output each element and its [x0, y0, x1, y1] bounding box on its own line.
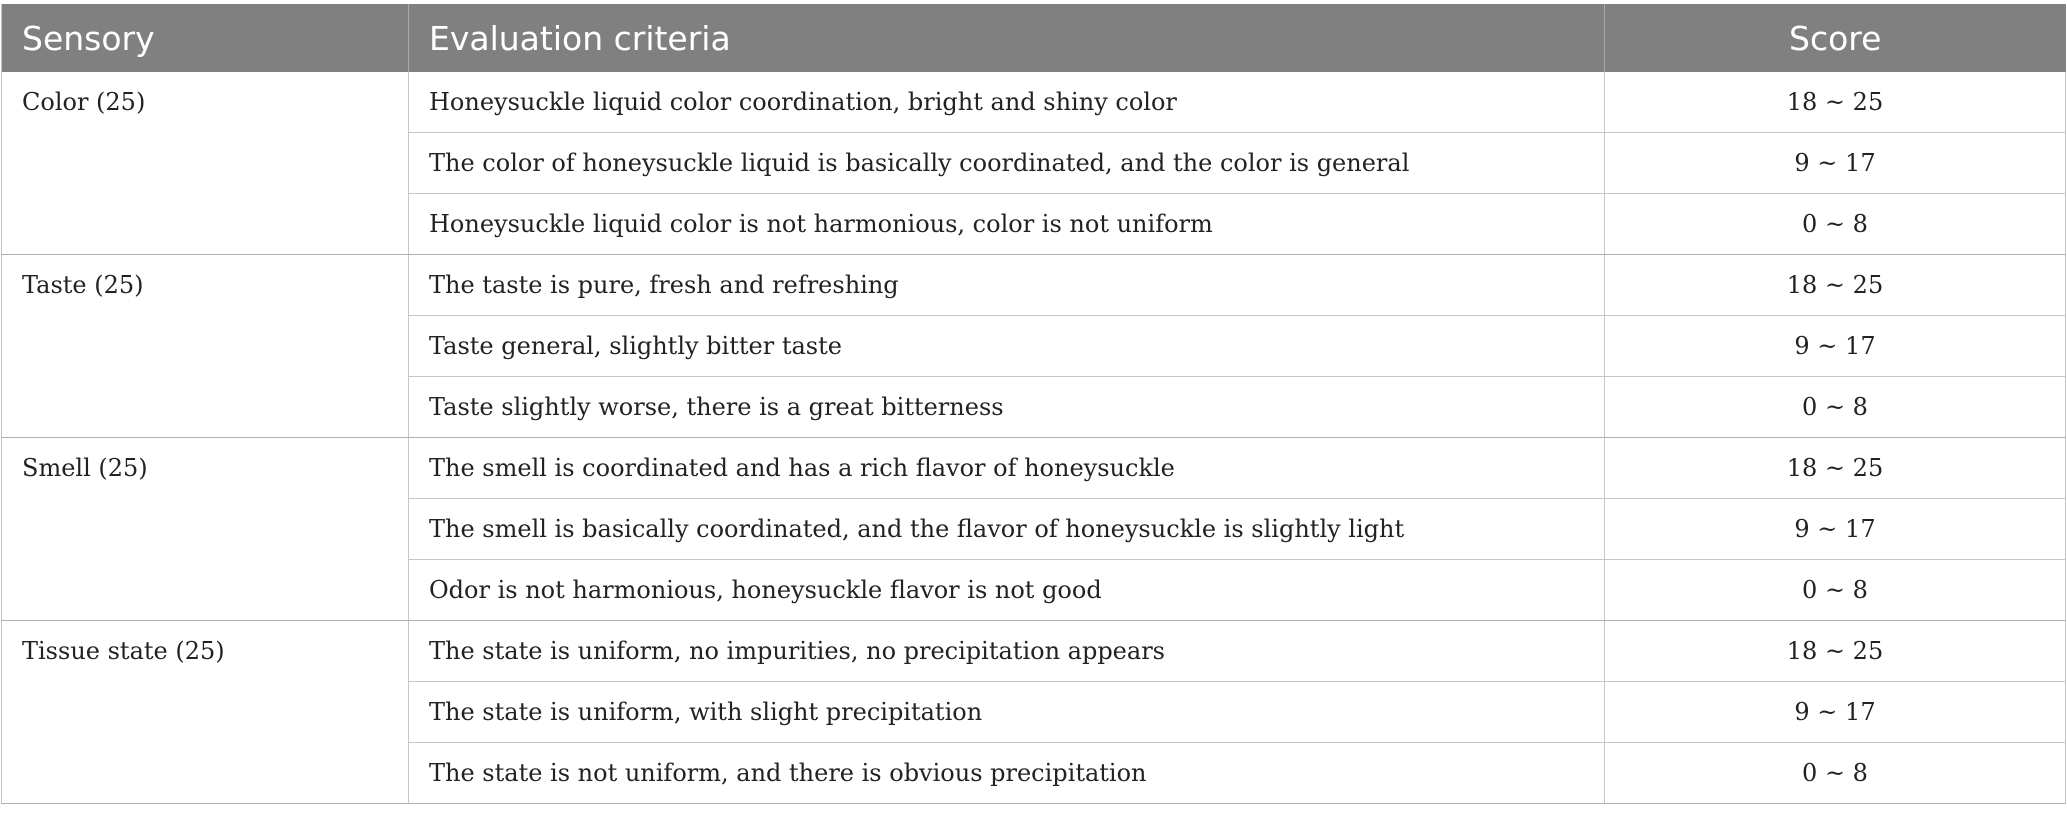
criteria-cell: Honeysuckle liquid color is not harmonious, color is not uniform	[409, 194, 1605, 255]
score-cell: 18 ~ 25	[1605, 438, 2066, 499]
criteria-cell: The state is uniform, with slight precipitation	[409, 682, 1605, 743]
score-cell: 0 ~ 8	[1605, 194, 2066, 255]
criteria-cell: Honeysuckle liquid color coordination, bright and shiny color	[409, 72, 1605, 133]
header-sensory: Sensory	[2, 4, 409, 72]
sensory-cell-tissue-state: Tissue state (25)	[2, 621, 409, 804]
sensory-cell-smell: Smell (25)	[2, 438, 409, 621]
score-cell: 9 ~ 17	[1605, 499, 2066, 560]
score-cell: 18 ~ 25	[1605, 621, 2066, 682]
criteria-cell: The taste is pure, fresh and refreshing	[409, 255, 1605, 316]
sensory-cell-taste: Taste (25)	[2, 255, 409, 438]
score-cell: 9 ~ 17	[1605, 133, 2066, 194]
score-cell: 18 ~ 25	[1605, 72, 2066, 133]
criteria-cell: The state is not uniform, and there is obvious precipitation	[409, 743, 1605, 804]
criteria-cell: Taste general, slightly bitter taste	[409, 316, 1605, 377]
header-score: Score	[1605, 4, 2066, 72]
table-row	[2, 255, 2066, 316]
criteria-cell: Odor is not harmonious, honeysuckle flavor is not good	[409, 560, 1605, 621]
table-row	[2, 438, 2066, 499]
score-cell: 9 ~ 17	[1605, 682, 2066, 743]
score-cell: 18 ~ 25	[1605, 255, 2066, 316]
header-row	[2, 4, 2066, 72]
criteria-cell: Taste slightly worse, there is a great bitterness	[409, 377, 1605, 438]
criteria-cell: The state is uniform, no impurities, no precipitation appears	[409, 621, 1605, 682]
sensory-cell-color: Color (25)	[2, 72, 409, 255]
score-cell: 0 ~ 8	[1605, 377, 2066, 438]
table-container	[1, 4, 2065, 804]
score-cell: 0 ~ 8	[1605, 743, 2066, 804]
criteria-cell: The smell is basically coordinated, and the flavor of honeysuckle is slightly light	[409, 499, 1605, 560]
table-header	[2, 4, 2066, 72]
criteria-cell: The smell is coordinated and has a rich flavor of honeysuckle	[409, 438, 1605, 499]
criteria-cell: The color of honeysuckle liquid is basically coordinated, and the color is general	[409, 133, 1605, 194]
table-body	[2, 72, 2066, 804]
sensory-evaluation-table	[1, 4, 2066, 804]
score-cell: 9 ~ 17	[1605, 316, 2066, 377]
table-row	[2, 72, 2066, 133]
header-evaluation-criteria: Evaluation criteria	[409, 4, 1605, 72]
score-cell: 0 ~ 8	[1605, 560, 2066, 621]
table-row	[2, 621, 2066, 682]
